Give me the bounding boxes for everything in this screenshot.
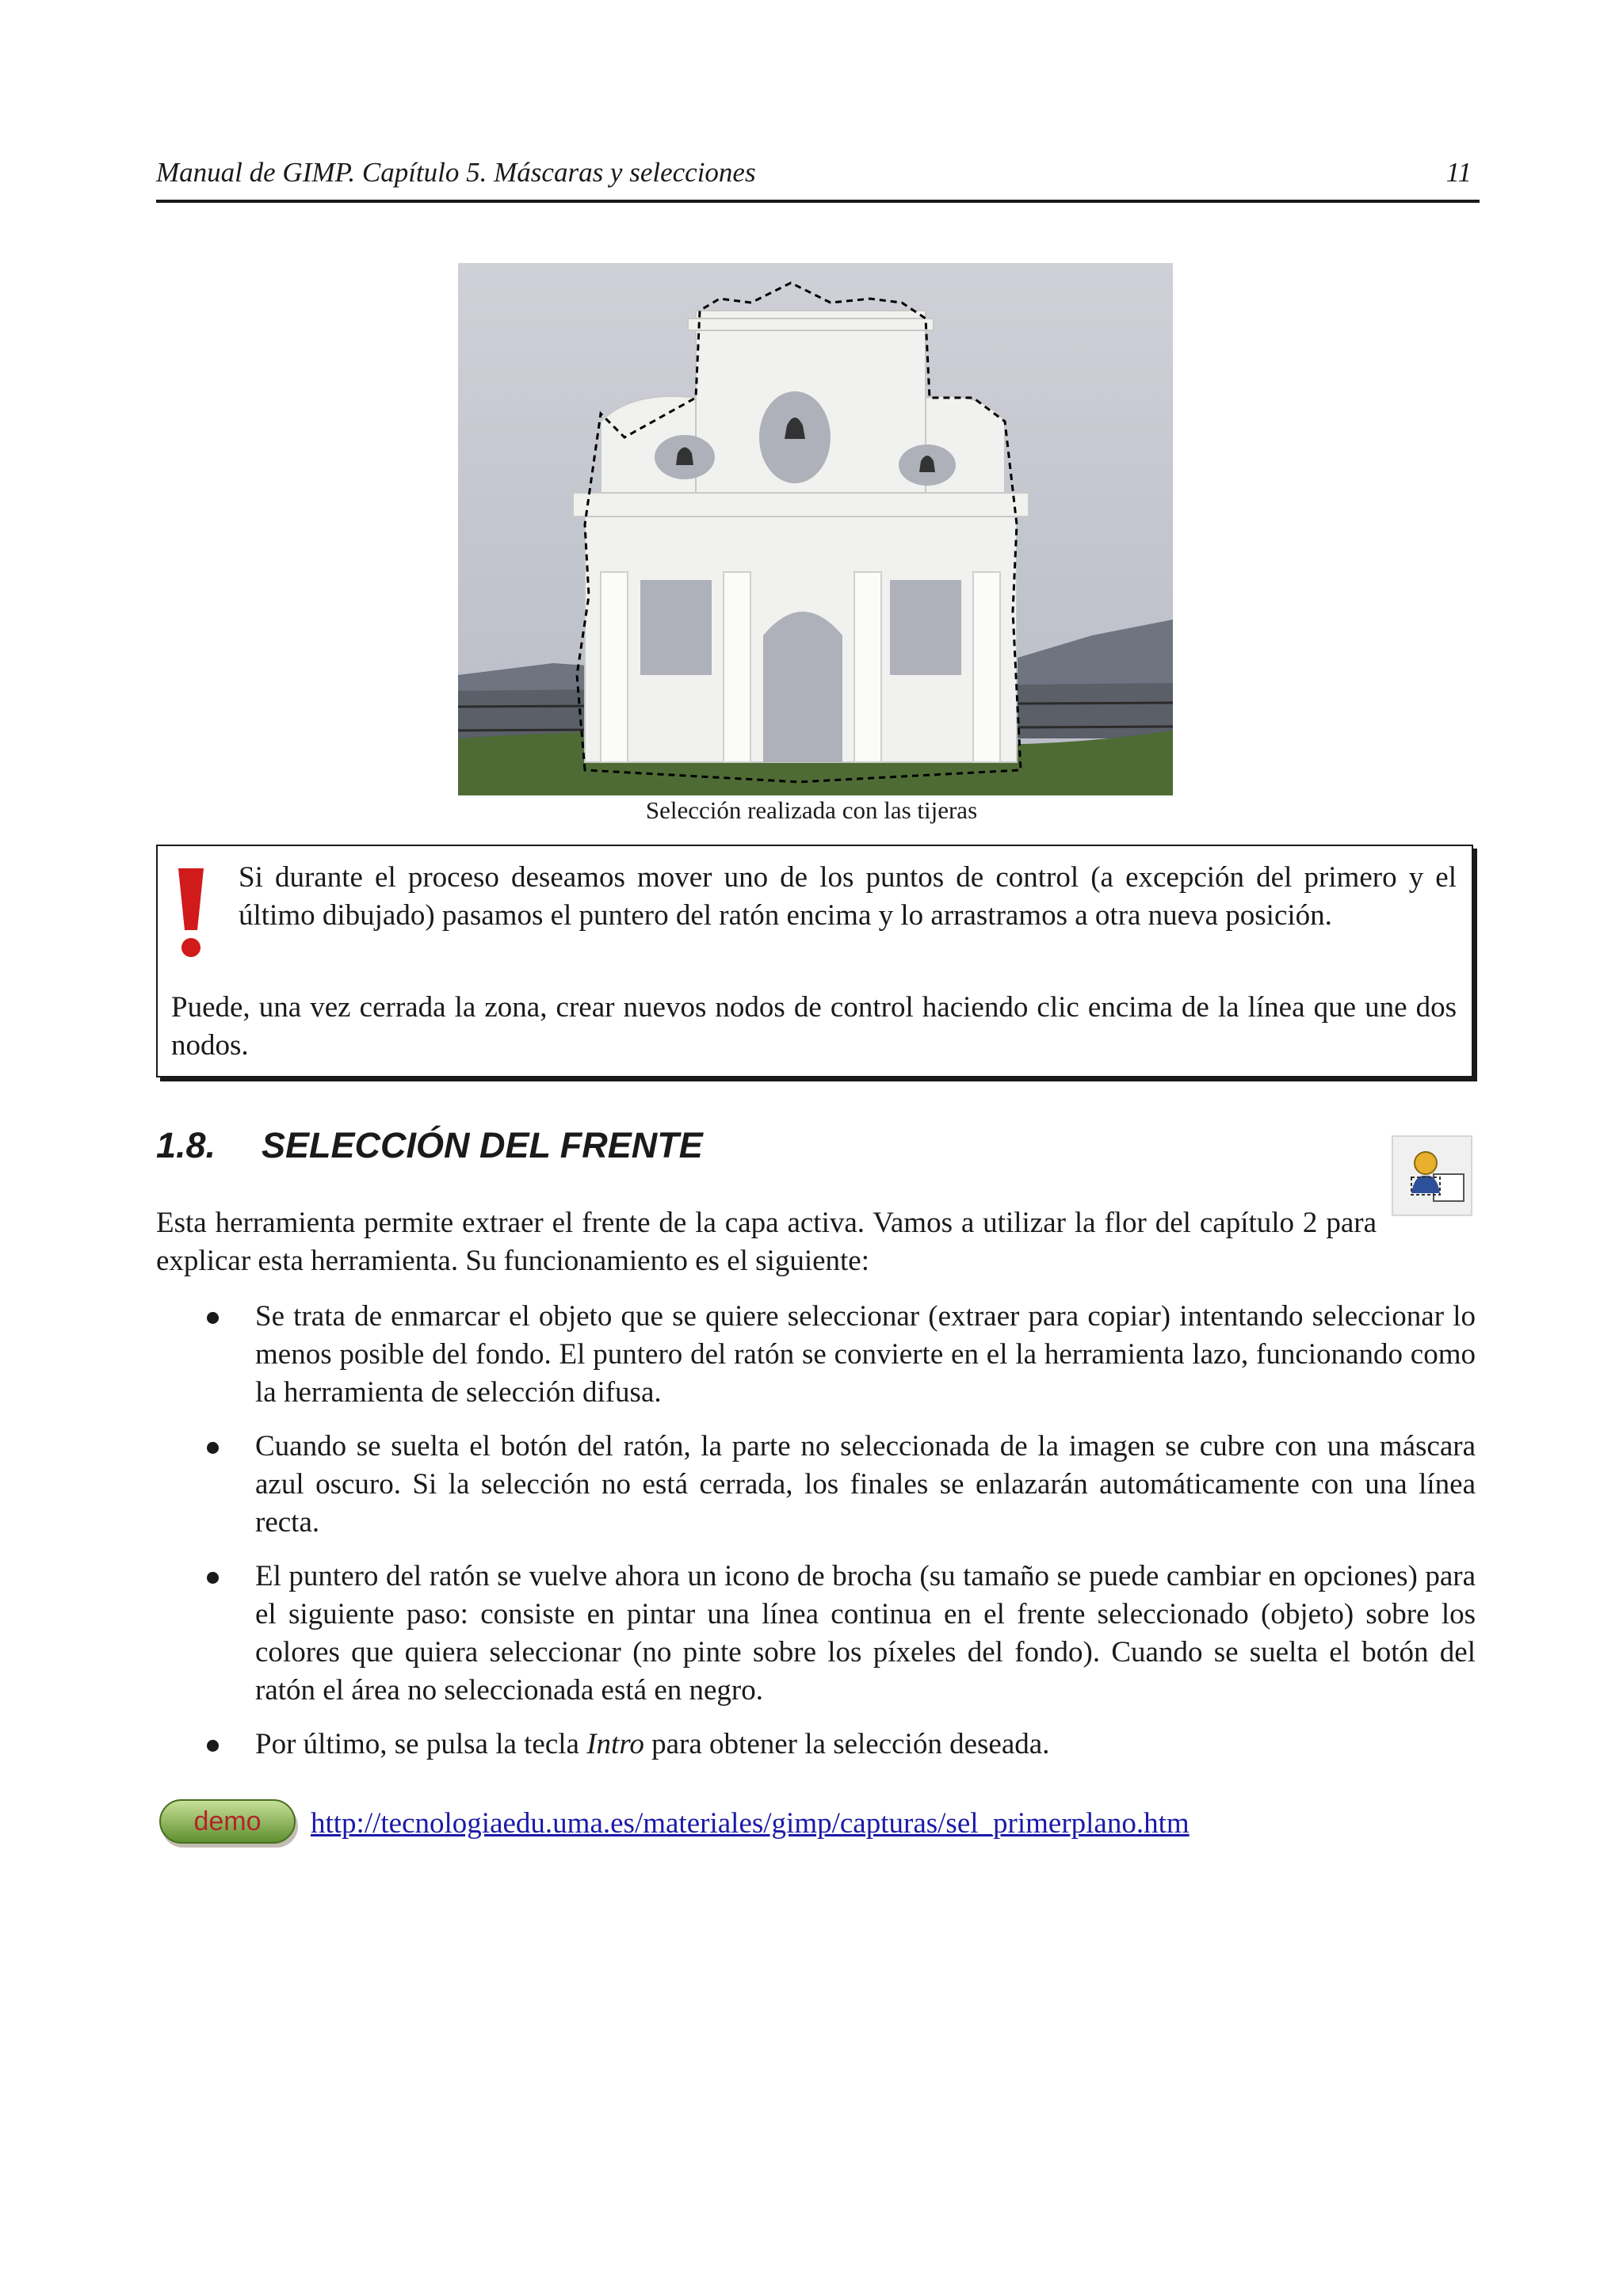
running-header [156,151,1480,203]
note-paragraph-1: Si durante el proceso deseamos mover uno de los puntos de control (a excepción del primero y el último dibujado) pasamos el puntero del ratón encima y lo arrastramos a otra nueva posición. [239,861,1457,932]
demo-button-label: demo [193,1806,262,1836]
bullet-icon [207,1572,219,1584]
intro-key: Intro [586,1728,644,1760]
list-item: Se trata de enmarcar el objeto que se quiere seleccionar (extraer para copiar) intentando seleccionar lo menos posible del fondo. El puntero del ratón se convierte en el la herramienta lazo, funcionando como la herramienta de selección difusa. [156,1298,1476,1412]
belfry-photo [458,263,1173,795]
section-heading [156,1125,703,1166]
warning-note-box [156,845,1473,1077]
page-number: 11 [1445,157,1472,188]
steps-list [156,1298,1476,1779]
section-number: 1.8. [156,1125,216,1165]
list-item: El puntero del ratón se vuelve ahora un icono de brocha (su tamaño se puede cambiar en opciones) para el siguiente paso: consiste en pintar una línea continua en el frente seleccionado (objeto) sobre los colores que quiera seleccionar (no pinte sobre los píxeles del fondo). Cuando se suelta el botón del ratón el área no seleccionada está en negro. [156,1558,1476,1710]
section-title: SELECCIÓN DEL FRENTE [262,1125,703,1165]
demo-link[interactable]: http://tecnologiaedu.uma.es/materiales/gimp/capturas/sel_primerplano.htm [311,1807,1190,1840]
foreground-select-tool-icon [1391,1135,1473,1217]
bullet-icon [207,1740,219,1752]
note-paragraph-2: Puede, una vez cerrada la zona, crear nuevos nodos de control haciendo clic encima de la línea que une dos nodos. [171,991,1457,1062]
list-item: Por último, se pulsa la tecla Intro para obtener la selección deseada. [156,1726,1476,1764]
figure-caption: Selección realizada con las tijeras [645,796,978,824]
header-title: Manual de GIMP. Capítulo 5. Máscaras y selecciones [156,157,756,188]
bullet-icon [207,1442,219,1454]
section-intro: Esta herramienta permite extraer el frente de la capa activa. Vamos a utilizar la flor del capítulo 2 para explicar esta herramienta. Su funcionamiento es el siguiente: [156,1207,1377,1277]
list-item: Cuando se suelta el botón del ratón, la parte no seleccionada de la imagen se cubre con una máscara azul oscuro. Si la selección no está cerrada, los finales se enlazarán automáticamente con una línea recta. [156,1428,1476,1542]
bullet-icon [207,1312,219,1324]
demo-button[interactable] [158,1797,301,1852]
exclamation-icon [174,865,208,960]
